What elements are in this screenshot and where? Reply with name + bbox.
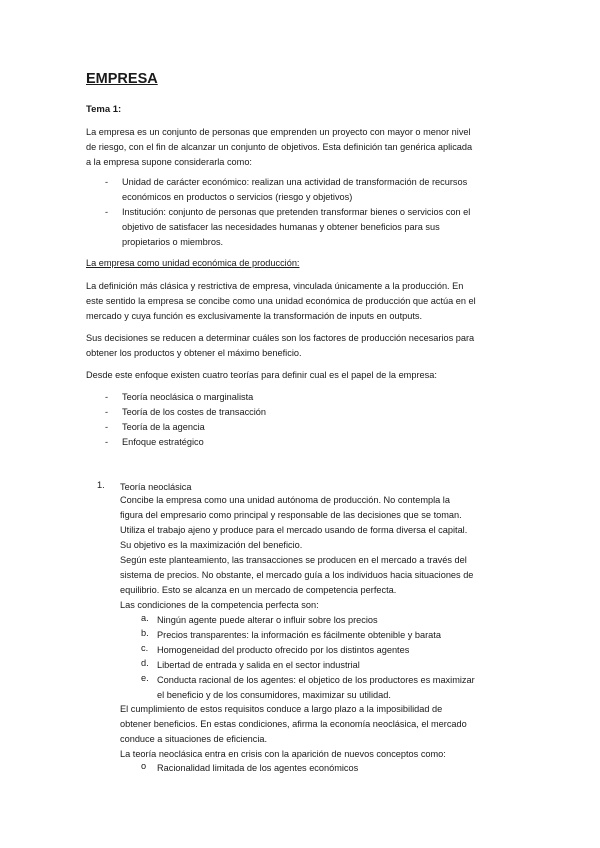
list-item-line: Conducta racional de los agentes: el objetico de los productores es maximizar [157, 675, 475, 685]
list-item-line: Unidad de carácter económico: realizan una actividad de transformación de recursos [122, 177, 468, 187]
paragraph-line: obtener los productos y obtener el máximo beneficio. [86, 348, 302, 358]
list-letter: c. [141, 643, 149, 653]
section-heading: Teoría neoclásica [120, 482, 192, 492]
paragraph-line: Utiliza el trabajo ajeno y produce para el mercado usando de forma diversa el capital. [120, 525, 468, 535]
document-title: EMPRESA [86, 71, 158, 87]
topic-label: Tema 1: [86, 104, 122, 115]
intro-paragraph [86, 125, 518, 170]
list-item-text [157, 673, 475, 703]
paragraph-line: Concibe la empresa como una unidad autónoma de producción. No contempla la [120, 495, 450, 505]
list-item-text [122, 175, 467, 205]
list-item-line: propietarios o miembros. [122, 237, 224, 247]
section-heading: La empresa como unidad económica de producción: [86, 258, 300, 268]
paragraph-line: equilibrio. Esto se alcanza en un mercado de competencia perfecta. [120, 585, 397, 595]
paragraph-line: obtener beneficios. En estas condiciones, afirma la economía neoclásica, el mercado [120, 719, 467, 729]
list-item-text: Homogeneidad del producto ofrecido por los distintos agentes [157, 645, 410, 655]
list-marker: o [141, 761, 147, 771]
list-item-line: económicos en productos o servicios (riesgo y objetivos) [122, 192, 353, 202]
intro-line: de riesgo, con el fin de alcanzar un conjunto de objetivos. Esta definición tan genérica aplicada [86, 142, 473, 152]
list-item-text: Teoría de los costes de transacción [122, 407, 267, 417]
list-marker: - [105, 392, 109, 402]
list-item-text: Ningún agente puede alterar o influir sobre los precios [157, 615, 378, 625]
list-letter: b. [141, 628, 149, 638]
list-marker: - [105, 177, 109, 187]
list-marker: - [105, 422, 109, 432]
paragraph-line: Desde este enfoque existen cuatro teorías para definir cual es el papel de la empresa: [86, 370, 437, 380]
paragraph-line: conduce a situaciones de eficiencia. [120, 734, 268, 744]
intro-line: La empresa es un conjunto de personas que emprenden un proyecto con mayor o menor nivel [86, 127, 471, 137]
section-body [120, 493, 473, 613]
paragraph-line: Según este planteamiento, las transacciones se producen en el mercado a través del [120, 555, 467, 565]
list-item-line: Institución: conjunto de personas que pretenden transformar bienes o servicios con el [122, 207, 471, 217]
list-item-text: Libertad de entrada y salida en el sector industrial [157, 660, 360, 670]
list-item-text [122, 205, 470, 250]
paragraph [86, 368, 518, 383]
paragraph [86, 279, 518, 324]
paragraph-line: La definición más clásica y restrictiva de empresa, vinculada únicamente a la producción. En [86, 281, 464, 291]
section-number: 1. [97, 480, 105, 490]
list-item-text: Precios transparentes: la información es fácilmente obtenible y barata [157, 630, 441, 640]
paragraph-line: La teoría neoclásica entra en crisis con la aparición de nuevos conceptos como: [120, 749, 446, 759]
list-item-text: Enfoque estratégico [122, 437, 204, 447]
paragraph-line: sistema de precios. No obstante, el mercado guía a los individuos hacia situaciones de [120, 570, 474, 580]
paragraph-line: este sentido la empresa se concibe como una unidad económica de producción que actúa en el [86, 296, 476, 306]
paragraph-line: El cumplimiento de estos requisitos conduce a largo plazo a la imposibilidad de [120, 704, 443, 714]
paragraph-line: figura del empresario como principal y responsable de las decisiones que se toman. [120, 510, 462, 520]
section-body [120, 702, 467, 762]
intro-line: a la empresa supone considerarla como: [86, 157, 252, 167]
list-marker: - [105, 407, 109, 417]
list-marker: - [105, 207, 109, 217]
list-letter: a. [141, 613, 149, 623]
list-item-text: Teoría neoclásica o marginalista [122, 392, 254, 402]
list-letter: e. [141, 673, 149, 683]
list-item-text: Teoría de la agencia [122, 422, 205, 432]
list-marker: - [105, 437, 109, 447]
paragraph-line: Las condiciones de la competencia perfecta son: [120, 600, 319, 610]
paragraph-line: mercado y cuya función es exclusivamente la transformación de inputs en outputs. [86, 311, 423, 321]
list-letter: d. [141, 658, 149, 668]
list-item-line: objetivo de satisfacer las necesidades humanas y obtener beneficios para sus [122, 222, 440, 232]
list-item-text: Racionalidad limitada de los agentes económicos [157, 763, 359, 773]
paragraph-line: Su objetivo es la maximización del beneficio. [120, 540, 303, 550]
paragraph-line: Sus decisiones se reducen a determinar cuáles son los factores de producción necesarios para [86, 333, 475, 343]
paragraph [86, 331, 518, 361]
list-item-line: el beneficio y de los consumidores, maximizar su utilidad. [157, 690, 391, 700]
